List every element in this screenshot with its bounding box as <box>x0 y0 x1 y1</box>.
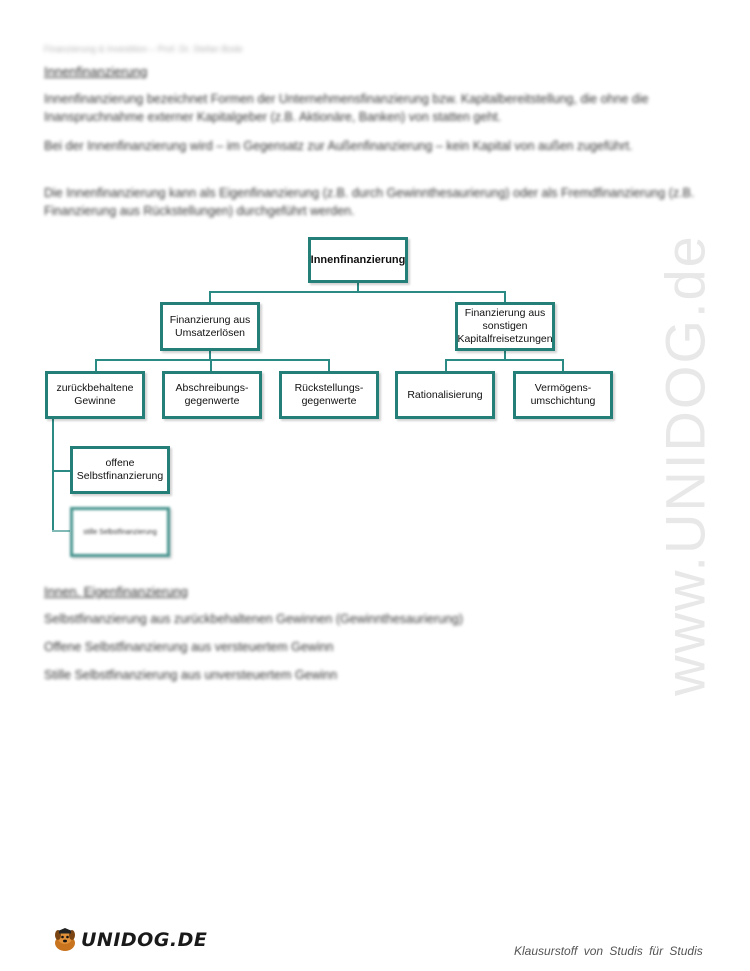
node-zurueckbehaltene-gewinne: zurückbehaltene Gewinne <box>45 371 145 419</box>
connector-to-right <box>504 291 506 302</box>
connector-to-rationalisierung <box>445 359 447 371</box>
list-item: Selbstfinanzierung aus zurückbehaltenen Gewinnen (Gewinnthesaurierung) <box>44 612 464 626</box>
node-finanzierung-umsatzerloese: Finanzierung aus Umsatzerlösen <box>160 302 260 351</box>
node-abschreibungsgegenwerte: Abschreibungs-gegenwerte <box>162 371 262 419</box>
connector-right-horizontal <box>445 359 563 361</box>
section-heading-innenfinanzierung: Innenfinanzierung <box>44 64 148 79</box>
node-vermoegensumschichtung: Vermögens-umschichtung <box>513 371 613 419</box>
connector-to-abschreibung <box>210 359 212 371</box>
connector-left-horizontal <box>95 359 329 361</box>
node-finanzierung-sonstige: Finanzierung aus sonstigen Kapitalfreisetzungen <box>455 302 555 351</box>
connector-to-gewinne <box>95 359 97 371</box>
watermark: www.UNIDOG.de <box>653 234 717 696</box>
list-item: Stille Selbstfinanzierung aus unversteuertem Gewinn <box>44 668 338 682</box>
paragraph-1: Innenfinanzierung bezeichnet Formen der Unternehmensfinanzierung bzw. Kapitalbereitstellung, die ohne die Inanspruchnahme externer Kapitalgeber (z.B. Aktionäre, Banken) von statten geht. <box>44 92 649 124</box>
connector-to-left <box>209 291 211 302</box>
node-rueckstellungsgegenwerte: Rückstellungs-gegenwerte <box>279 371 379 419</box>
paragraph-2: Bei der Innenfinanzierung wird – im Gegensatz zur Außenfinanzierung – kein Kapital von außen zugeführt. <box>44 139 633 153</box>
section-heading-eigenfinanzierung: Innen. Eigenfinanzierung <box>44 584 188 599</box>
logo-wordmark: UNIDOG.DE <box>81 929 208 951</box>
unidog-logo <box>52 928 207 952</box>
connector-level1-horizontal <box>209 291 505 293</box>
connector-to-stille <box>52 530 70 532</box>
node-offene-selbstfinanzierung: offene Selbstfinanzierung <box>70 446 170 494</box>
node-rationalisierung: Rationalisierung <box>395 371 495 419</box>
node-innenfinanzierung: Innenfinanzierung <box>308 237 408 283</box>
list-item: Offene Selbstfinanzierung aus versteuertem Gewinn <box>44 640 334 654</box>
connector-to-offene <box>52 470 70 472</box>
paragraph-3: Die Innenfinanzierung kann als Eigenfinanzierung (z.B. durch Gewinnthesaurierung) oder als Fremdfinanzierung (z.B. Finanzierung aus Rückstellungen) durchgeführt werden. <box>44 186 695 218</box>
connector-to-rueckstellung <box>328 359 330 371</box>
node-stille-selbstfinanzierung: stille Selbstfinanzierung <box>70 507 170 557</box>
document-header: Finanzierung & Investition – Prof. Dr. Stefan Bode <box>44 44 243 54</box>
connector-sub-vertical <box>52 418 54 530</box>
footer-tagline: Klausurstoff von Studis für Studis <box>514 944 703 958</box>
dog-icon <box>52 928 78 952</box>
connector-to-vermoegen <box>562 359 564 371</box>
